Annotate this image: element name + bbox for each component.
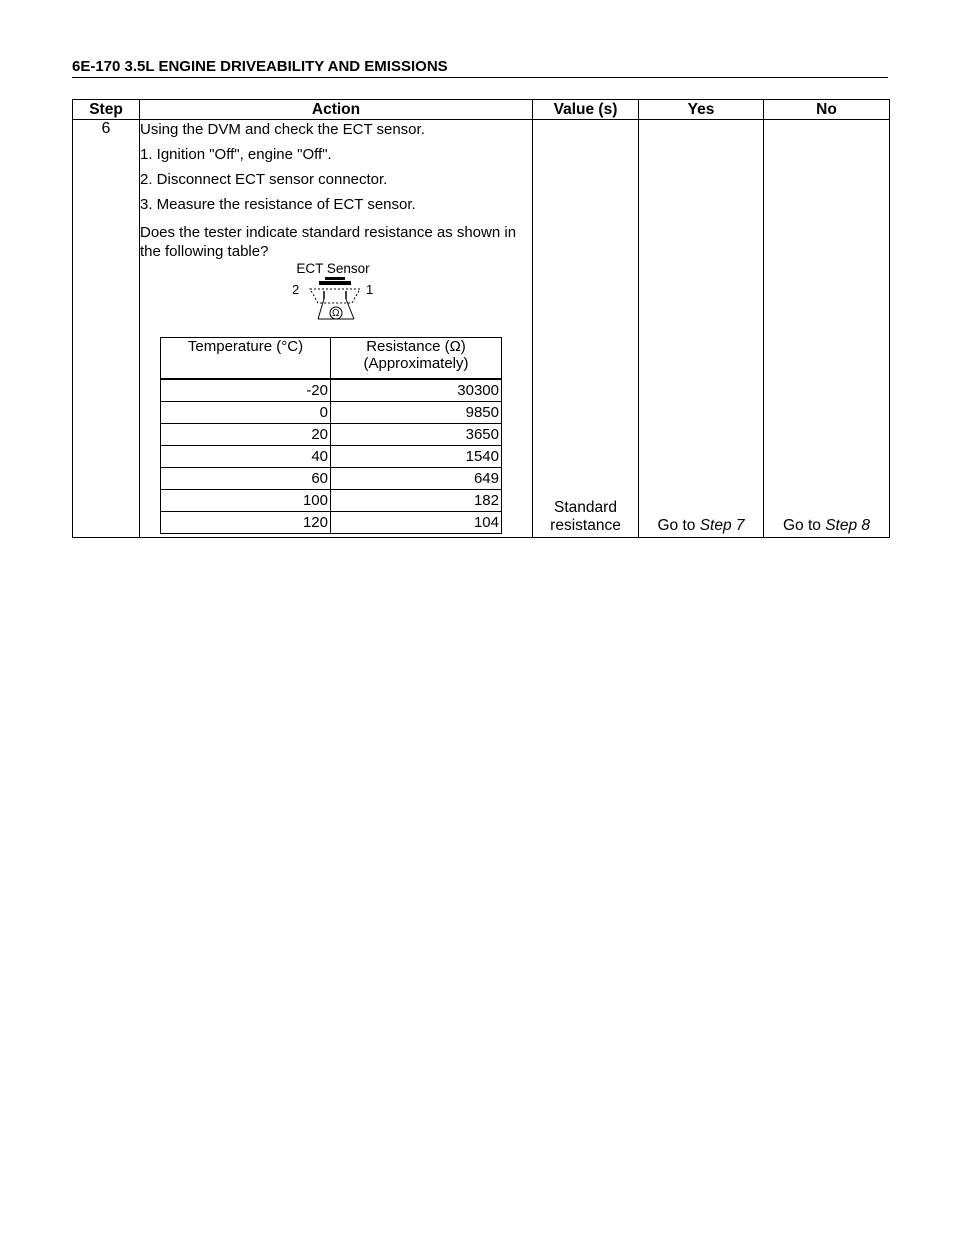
- step-number: 6: [73, 120, 140, 538]
- temperature-cell: 60: [161, 468, 331, 490]
- pin-label-2: 2: [292, 282, 300, 297]
- table-row: [161, 424, 502, 446]
- pin-label-1: 1: [366, 282, 374, 297]
- resistance-header-line2: (Approximately): [363, 355, 469, 372]
- column-header-no: No: [764, 100, 890, 120]
- table-row: [161, 490, 502, 512]
- resistance-cell: 30300: [331, 379, 502, 402]
- yes-step-link: Step 7: [699, 517, 745, 534]
- diagram-title: ECT Sensor: [296, 261, 370, 276]
- table-row: [161, 512, 502, 534]
- action-step: 2. Disconnect ECT sensor connector.: [140, 171, 388, 188]
- temperature-header: Temperature (°C): [161, 338, 331, 380]
- sensor-connector-icon: [290, 261, 380, 333]
- action-step: 3. Measure the resistance of ECT sensor.: [140, 196, 416, 213]
- no-prefix: Go to: [782, 517, 826, 534]
- value-line2: resistance: [550, 517, 621, 534]
- value-cell: [533, 120, 639, 538]
- table-header-row: [73, 100, 890, 120]
- table-row: [161, 468, 502, 490]
- temperature-cell: 40: [161, 446, 331, 468]
- table-row: [161, 446, 502, 468]
- value-line1: Standard: [554, 499, 617, 516]
- column-header-step: Step: [73, 100, 140, 120]
- table-row: [161, 379, 502, 402]
- table-row: [161, 402, 502, 424]
- temperature-cell: 0: [161, 402, 331, 424]
- resistance-cell: 1540: [331, 446, 502, 468]
- temperature-cell: -20: [161, 379, 331, 402]
- page-header: 6E-170 3.5L ENGINE DRIVEABILITY AND EMISSIONS: [72, 58, 888, 78]
- resistance-cell: 182: [331, 490, 502, 512]
- no-step-link: Step 8: [825, 517, 871, 534]
- table-row: [73, 120, 890, 538]
- ohm-symbol: Ω: [332, 308, 340, 319]
- resistance-header-line1: Resistance (Ω): [366, 338, 466, 355]
- action-step: 1. Ignition "Off", engine "Off".: [140, 146, 332, 163]
- column-header-yes: Yes: [639, 100, 764, 120]
- diagnostic-table: [72, 99, 890, 538]
- resistance-cell: 3650: [331, 424, 502, 446]
- yes-cell: [639, 120, 764, 538]
- resistance-cell: 104: [331, 512, 502, 534]
- resistance-cell: 9850: [331, 402, 502, 424]
- ect-sensor-diagram: [140, 261, 532, 333]
- no-cell: [764, 120, 890, 538]
- resistance-table: [160, 337, 502, 534]
- action-question: Does the tester indicate standard resistance as shown in the following table?: [140, 224, 517, 260]
- column-header-values: Value (s): [533, 100, 639, 120]
- action-steps-list: [140, 145, 532, 214]
- yes-prefix: Go to: [657, 517, 700, 534]
- temperature-cell: 20: [161, 424, 331, 446]
- temperature-cell: 120: [161, 512, 331, 534]
- action-intro: Using the DVM and check the ECT sensor.: [140, 121, 425, 138]
- action-cell: [140, 120, 533, 538]
- resistance-header-row: [161, 338, 502, 380]
- resistance-header: [331, 338, 502, 380]
- column-header-action: Action: [140, 100, 533, 120]
- resistance-cell: 649: [331, 468, 502, 490]
- temperature-cell: 100: [161, 490, 331, 512]
